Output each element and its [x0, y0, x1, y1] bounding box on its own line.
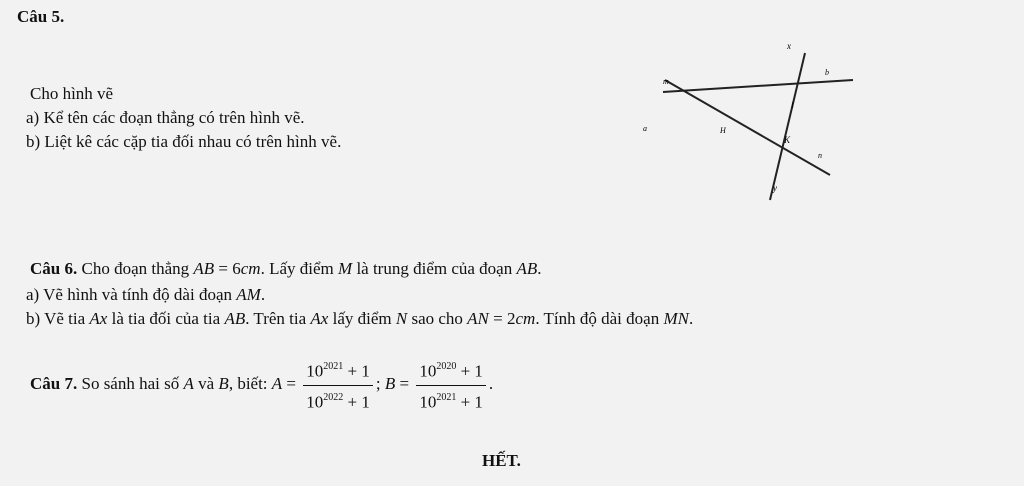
q7-and: và	[193, 374, 219, 394]
q6-b-eq: = 2	[488, 309, 516, 328]
q7-text2: , biết:	[228, 374, 272, 394]
fa-num-base: 10	[306, 361, 324, 381]
fraction-b-denominator	[416, 386, 486, 414]
q6-b-end: .	[688, 309, 694, 328]
label-a: a	[643, 124, 647, 133]
q6-b-ax2: Ax	[310, 309, 329, 328]
q7-eq-sign-b: =	[395, 374, 414, 394]
label-n: n	[818, 151, 822, 160]
q6-b-text4: lấy điểm	[328, 309, 396, 328]
fb-den-tail: + 1	[456, 392, 483, 412]
q6-b-text5: sao cho	[407, 309, 468, 328]
q6-a-end: .	[260, 285, 266, 304]
q5-part-a: a) Kể tên các đoạn thẳng có trên hình vẽ.	[26, 108, 305, 127]
fa-den-base: 10	[306, 392, 324, 412]
q6-b-text3: . Trên tia	[245, 309, 311, 328]
q6-stem-text2: . Lấy điểm	[260, 259, 339, 278]
q6-var-ab2: AB	[516, 259, 538, 278]
q6-stem	[30, 258, 542, 280]
fraction-a-numerator	[303, 357, 373, 386]
fa-den-exp: 2022	[323, 391, 344, 403]
q6-b-mn: MN	[663, 309, 689, 328]
line-ab	[663, 80, 853, 92]
q7-sep: ;	[375, 374, 381, 394]
q6-eq: = 6	[214, 259, 241, 278]
q7-end: .	[488, 374, 494, 394]
q6-b-text6: . Tính độ dài đoạn	[535, 309, 664, 328]
end-text: HẾT.	[482, 451, 521, 470]
q7-title: Câu 7.	[30, 374, 78, 394]
q6-b-text1: b) Vẽ tia	[26, 309, 90, 328]
label-y: y	[773, 183, 777, 193]
label-b: b	[825, 68, 829, 77]
q6-unit: cm	[240, 259, 261, 278]
fa-num-tail: + 1	[343, 361, 370, 381]
fb-num-tail: + 1	[456, 361, 483, 381]
line-xy	[770, 53, 805, 200]
fa-den-tail: + 1	[343, 392, 370, 412]
q6-b-ax: Ax	[89, 309, 108, 328]
q6-part-a	[26, 284, 265, 306]
q7-eq-a: A	[271, 374, 283, 394]
label-H: H	[720, 126, 726, 135]
q6-b-unit: cm	[515, 309, 536, 328]
q6-var-m: M	[338, 259, 353, 278]
q6-b-ab: AB	[224, 309, 246, 328]
fb-num-exp: 2020	[436, 361, 457, 372]
q7-stem	[30, 357, 493, 413]
q7-var-b: B	[218, 374, 229, 394]
q6-title: Câu 6.	[30, 259, 78, 278]
fraction-a-denominator	[303, 386, 373, 414]
fraction-a	[303, 357, 373, 413]
q7-eq-b: B	[384, 374, 396, 394]
q6-b-an: AN	[467, 309, 489, 328]
q5-intro: Cho hình vẽ	[30, 84, 114, 103]
q6-part-b	[26, 308, 693, 330]
q6-stem-end: .	[537, 259, 542, 278]
q5-title: Câu 5.	[17, 7, 65, 26]
line-mn	[665, 80, 830, 175]
q6-b-n: N	[395, 309, 408, 328]
q6-stem-text3: là trung điểm của đoạn	[352, 259, 517, 278]
label-I: I	[791, 101, 794, 110]
q7-eq-sign-a: =	[282, 374, 301, 394]
q6-a-text: a) Vẽ hình và tính độ dài đoạn	[26, 285, 237, 304]
fraction-b	[416, 357, 486, 413]
q6-b-text2: là tia đối của tia	[107, 309, 225, 328]
fa-num-exp: 2021	[323, 361, 344, 372]
fraction-b-numerator	[416, 357, 486, 386]
q6-a-var: AM	[236, 285, 261, 304]
q7-text1: So sánh hai số	[77, 374, 184, 394]
q6-stem-text: Cho đoạn thẳng	[77, 259, 194, 278]
label-K: K	[784, 135, 791, 145]
geometry-figure	[625, 35, 865, 205]
q7-var-a: A	[183, 374, 194, 394]
q6-var-ab: AB	[193, 259, 215, 278]
fb-den-exp: 2021	[436, 391, 457, 403]
fb-num-base: 10	[419, 361, 437, 381]
fb-den-base: 10	[419, 392, 437, 412]
q5-part-b: b) Liệt kê các cặp tia đối nhau có trên hình vẽ.	[26, 132, 342, 151]
label-m: m	[663, 77, 669, 86]
label-x: x	[787, 41, 791, 51]
